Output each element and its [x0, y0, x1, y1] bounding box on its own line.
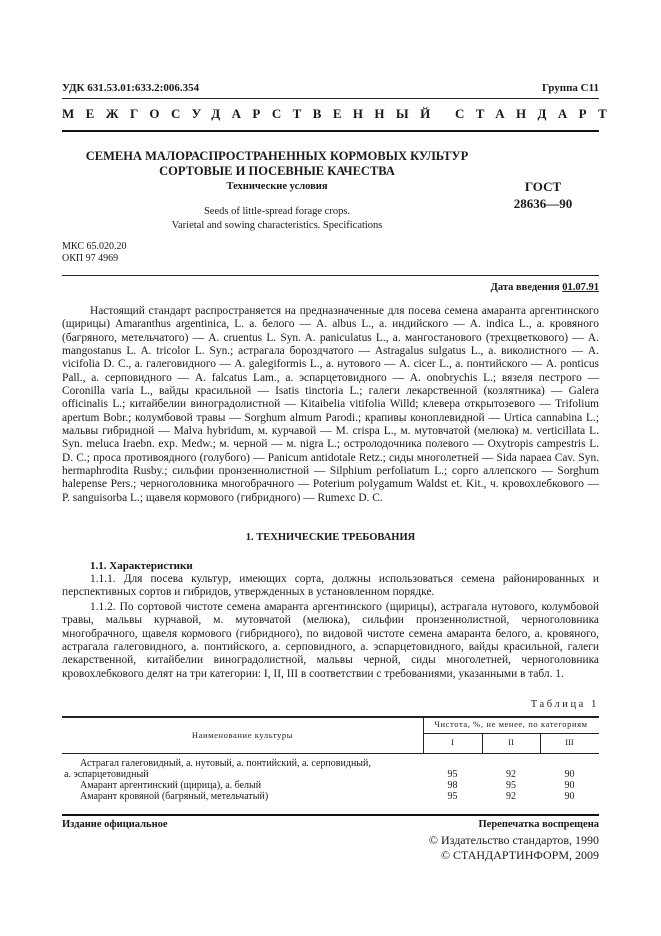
section-1-heading: 1. ТЕХНИЧЕСКИЕ ТРЕБОВАНИЯ [245, 532, 416, 543]
gost-designation [500, 178, 586, 212]
header-rule-bottom [62, 130, 599, 132]
table-header-cat-1: I [451, 737, 454, 747]
table-header-cat-2: II [508, 737, 514, 747]
table-row-2-value-1: 98 [447, 780, 458, 791]
group-code: Группа С11 [541, 82, 599, 94]
table-top-border [62, 716, 599, 718]
intro-paragraph [62, 305, 599, 505]
table-header-name: Наименование культуры [191, 730, 294, 740]
official-edition: Издание официальное [62, 819, 168, 830]
english-title-line-1: Seeds of little-spread forage crops. [203, 206, 351, 217]
footer-rule [62, 814, 599, 816]
introduction-date [491, 282, 599, 293]
table-row-1-name-line-1: Астрагал галеговидный, а. нутовый, а. понтийский, а. серповидный, [80, 758, 371, 769]
table-row-3-value-1: 95 [447, 791, 458, 802]
copyright-1990: © Издательство стандартов, 1990 [428, 833, 599, 847]
table-row-3-value-3: 90 [564, 791, 575, 802]
table-header-cat-3: III [565, 737, 574, 747]
paragraph-1-1-2 [62, 601, 599, 681]
table-1 [62, 716, 599, 815]
paragraph-1-1-2-text: 1.1.2. По сортовой чистоте семена амаранта аргентинского (щирицы), астрагала нутового, колумбовой травы, мальвы курчавой, м. мутовчатой (мелюка), сильфии пронзеннолистной, черноголовника многобрачного, щавеля кормового (гибридного), по видовой чистоте семена амаранта белого, а. кровяного, астрагала галеговидного, а. понтийского, а. серповидного, а. эспарцетовидного, вайды красильной, галеги лекарственной, китайбелии виноградолистной, мальвы черной, сиды многолетней, черноголовника кровохлебкового делят на три категории: I, II, III в соответствии с требованиями, указанными в табл. 1. [62, 601, 599, 680]
banner-standard: СТАНДАРТ [455, 106, 619, 121]
reprint-prohibited: Перепечатка воспрещена [478, 819, 599, 830]
introduction-date-label: Дата введения [490, 282, 560, 293]
intro-paragraph-text: Настоящий стандарт распространяется на предназначенные для посева семена амаранта аргентинского (щирицы) Amaranthus argentinica, L. а. белого — A. albus L., а. индийского — A. indica L., а. кровяного (багряного, метельчатого) — A. cruentus L. Syn. A. paniculatus L., а. мангостанового (трехцветкового) — A. mangostanus L. A. tricolor L. Syn.; астрагала бороздчатого — Astragalus sulgatus L., а. виколистного — A. vicifolia D. C., а. галеговидного — A. galegiformis L., а. нутового — A. cicer L., а. понтийского — A. ponticus Pall., а. серповидного — A. falcatus Lam., а. эспарцетовидного — A. onobrychis L.; вязеля пестрого — Coronilla varia L., вайды красильной — Isatis tinctoria L.; галеги лекарственной (козлятника) — Galera officinalis L.; китайбелии виноградолистной — Kitaibelia vitifolia Willd; клевера открытозевого — Trifolium apertum Bobr.; колумбовой травы — Sorghum almum Parodi.; крапивы коноплевидной — Urtica cannabina L.; мальвы гибридной — Malva hybridum, м. курчавой — M. crispa L., м. мутовчатой (мелюка) м. verticillata L. Syn. meluca Iraebn. exp. Medw.; м. черной — м. nigra L.; остролодочника полевого — Oxytropis campestris L. D. C.; проса противоядного (голубого) — Panicum antidotale Retz.; сиды многолетней — Sida napaea Cav. Syn. hermaphrodita Rusby.; сильфии пронзеннолистной — Silphium perfoliatum L.; сорго аллепского — Sorghum halepense Pers.; черноголовника многобрачного — Poterium polygamum Waldst et. Kit., ч. кровохлебкового — P. sanguisorba L.; щавеля кормового (гибридного) — Rumexc D. C. [62, 305, 599, 504]
title-line-1: СЕМЕНА МАЛОРАСПРОСТРАНЕННЫХ КОРМОВЫХ КУЛЬТУР [85, 149, 469, 163]
paragraph-1-1-1 [62, 573, 599, 600]
english-title-line-2: Varietal and sowing characteristics. Specifications [171, 220, 383, 231]
copyright-2009: © СТАНДАРТИНФОРМ, 2009 [440, 848, 599, 862]
table-row-2-name: Амарант аргентинский (щирица), а. белый [80, 780, 262, 791]
table-row-1-value-3: 90 [564, 769, 575, 780]
table-row-3-value-2: 92 [506, 791, 516, 802]
classification-codes [62, 241, 126, 265]
table-row-1-name-line-2: а. эспарцетовидный [64, 769, 149, 780]
table-row-1-value-2: 92 [506, 769, 516, 780]
mks-code: МКС 65.020.20 [62, 241, 127, 252]
introduction-date-value: 01.07.91 [562, 282, 599, 293]
okp-code: ОКП 97 4969 [62, 253, 119, 264]
subsection-1-1-heading: 1.1. Характеристики [90, 560, 193, 572]
codes-rule [62, 275, 599, 276]
udk-code: УДК 631.53.01:633.2:006.354 [62, 82, 200, 94]
table-header-bottom-border [62, 753, 599, 754]
table-row-1-value-1: 95 [447, 769, 458, 780]
document-title [62, 149, 492, 179]
header-rule-top [62, 98, 599, 99]
table-row-3-name: Амарант кровяной (багряный, метельчатый) [80, 791, 269, 802]
gost-number: 28636—90 [513, 196, 573, 211]
table-row-2-value-2: 95 [506, 780, 516, 791]
banner-interstate: МЕЖГОСУДАРСТВЕННЫЙ [62, 106, 442, 121]
table-row-2-value-3: 90 [564, 780, 575, 791]
table-1-caption: Таблица 1 [530, 699, 599, 710]
table-header-group: Чистота, %, не менее, по категориям [434, 719, 588, 729]
english-title [62, 205, 492, 233]
table-header-subdivider [423, 733, 599, 734]
title-line-2: СОРТОВЫЕ И ПОСЕВНЫЕ КАЧЕСТВА [159, 164, 395, 178]
document-subtitle: Технические условия [226, 181, 328, 192]
gost-label: ГОСТ [524, 179, 562, 194]
paragraph-1-1-1-text: 1.1.1. Для посева культур, имеющих сорта, должны использоваться семена районированных и перспективных сортов и гибридов, утвержденных в установленном порядке. [62, 573, 599, 599]
